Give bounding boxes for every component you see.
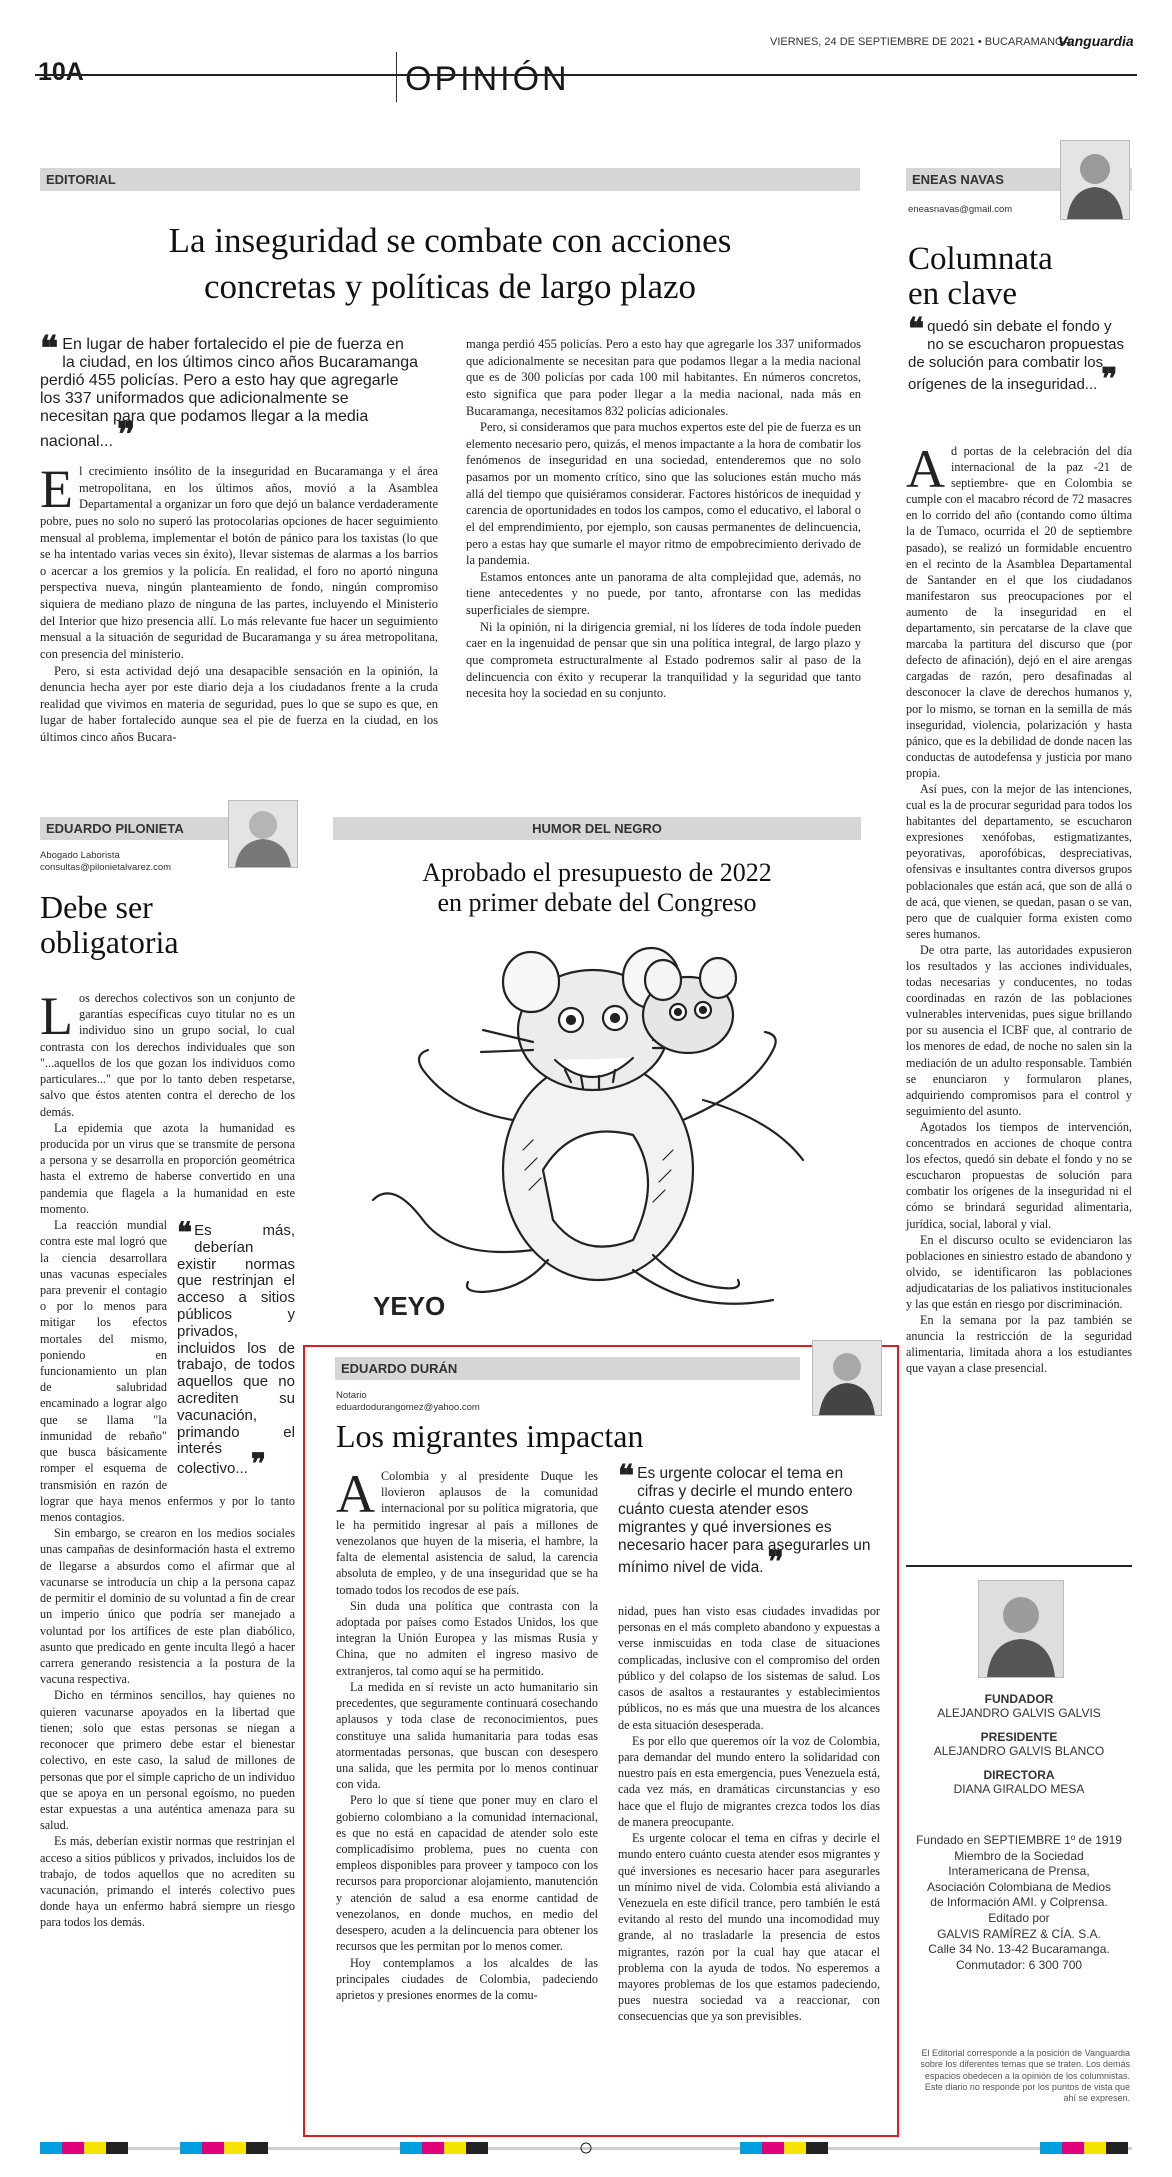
dropcap: E bbox=[40, 459, 73, 519]
navas-body: Ad portas de la celebración del día internacional de la paz -21 de septiembre- que en Colombia se cumple con el macabro récord de 72 masacres en lo corrido del año (contando como última la de Tumaco, ocurrida el 20 de septiembre pasado), se realizó un formidable encuentro en el recinto de la Asamblea Departamental de Santander en el que los ciudadanos manifestaron sus preocupaciones por el aumento de la inseguridad en el departamento, sin percatarse de la clave que marcaba la partitura del discurso que (por defecto de afinación), dejó en el aire arengas cargadas de razón, pero desafinadas al desconocer la clave de derechos humanos y, por lo mismo, se tornan en la semilla de más inseguridad, violencia, polarización y hasta pánico, que es la debilidad de donde nacen las conductas de autodefensa y justicia por mano propia. Así pues, con la mejor de las intenciones, cual es la de procurar seguridad para todos los habitantes del departamento, se escucharon expresiones xenófobas, estigmatizantes, peyorativas, aporofóbicas, despreciativas, ofensivas e insultantes contra diversos grupos poblacionales que están acá, que son de allá o de acá, que vienen, se quedan, pasan o se van, pero que de cualquier forma existen como seres humanos. De otra parte, las autoridades expusieron los resultados y las acciones individuales, todas necesarias y conducentes, no todas coordinadas en razón de las poblaciones vulnerables intervenidas, pues sigue brillando por su ausencia el ICBF que, al contrario de los menores de edad, de noche no salen sin la mediación de un adulto responsable. También se enunciaron y formularon planes, adquiriendo compromisos para el control y seguimiento del asunto. Agotados los tiempos de intervención, concentrados en acciones de choque contra los efectos, quedó sin debate el fondo y no se escucharon propuestas de solución para combatir los orígenes de la inseguridad ni el cómo se brindará seguridad alimentaria, jurídica, social, laboral y vial. En el discurso oculto se evidenciaron las poblaciones en siniestro estado de abandono y olvido, se identificaron las poblaciones adjudicatarias de los paliativos institucionales y las que están en riesgo por discriminación. En la semana por la paz también se anuncia la restricción de la seguridad alimentaria, limitada ahora a los estudiantes que vayan a clase presencial. bbox=[906, 439, 1132, 1376]
pilonieta-pullquote: ❝ Es más, deberían existir normas que restrinjan el acceso a sitios públicos y privados, incluidos los de trabajo, de todos aquellos que no acrediten su vacunación, primando el interés colectivo... ❞ bbox=[177, 1218, 295, 1481]
duran-pullquote: ❝ Es urgente colocar el tema en cifras y decirle el mundo entero cuánto cuesta atender esos migrantes y qué inversiones es necesario hacer para asegurarles un mínimo nivel de vida. ❞ bbox=[618, 1460, 871, 1579]
duran-credentials: Notario eduardodurangomez@yahoo.com bbox=[336, 1390, 480, 1413]
pilonieta-credentials: Abogado Laborista consultas@pilonietalvarez.com bbox=[40, 850, 172, 873]
quote-open-icon: ❝ bbox=[618, 1460, 635, 1493]
masthead-rule bbox=[906, 1565, 1132, 1567]
quote-open-icon: ❝ bbox=[177, 1218, 193, 1250]
duran-tag: EDUARDO DURÁN bbox=[335, 1357, 800, 1380]
pilonieta-body: Los derechos colectivos son un conjunto de garantías específicas cuyo titular no es un individuo sino un grupo social, lo cual contrasta con los derechos individuales que son "...aquellos de los que gozan los individuos como particulares..." que por lo tanto deben respetarse, salvo que éstos atenten contra el derecho de los demás. La epidemia que azota la humanidad es producida por un virus que se transmite de persona a persona y se desarrolla en proporción geométrica hasta el extremo de haberse convertido en una pandemia que flagela a la humanidad en este momento. ❝ Es más, deberían existir normas que restrinjan el acceso a sitios públicos y privados, incluidos los de trabajo, de todos aquellos que no acrediten su vacunación, primando el interés colectivo... ❞ La reacción mundial contra este mal logró que la ciencia desarrollara unas vacunas especiales para prevenir el contagio o por lo menos para mitigar los efectos mortales del mismo, poniendo en funcionamiento un plan de salubridad encaminado a lograr algo que se llama "la inmunidad de rebaño" que busca básicamente romper el esquema de transmisión en razón de lograr que haya menos enfermos y por lo tanto menos contagios. Sin embargo, se crearon en los medios sociales unas campañas de desinformación hasta el extremo de llegarse a absurdos como el afirmar que al vacunarse se introducía un chip a la persona capaz de permitir el dominio de su voluntad a fin de crear un imperio único que podría ser manejado a voluntad por los artífices de este plan diabólico, asunto que predicado en gente inculta llegó a hacer carrera generando resistencia a la postura de la vacuna respectiva. Dicho en términos sencillos, hay quienes no quieren vacunarse apoyados en la libertad que tienen; solo que estas personas se niegan a reconocer que primero debe estar el bienestar colectivo, en este caso, la salud de millones de personas que por el simple capricho de un individuo que se apoya en un personal egoísmo, no pueden estar expuestas a una auténtica amenaza para su salud. Es más, deberían existir normas que restrinjan el acceso a sitios públicos y privados, incluidos los de trabajo, de todos aquellos que no acrediten su vacunación, primando el interés colectivo pues donde haya un enfermo habrá siempre un riesgo para todos los demás. bbox=[40, 986, 295, 1930]
brand-logo: Vanguardia bbox=[1058, 33, 1134, 49]
pilonieta-tag: EDUARDO PILONIETA bbox=[40, 817, 295, 840]
editorial-column-2: manga perdió 455 policías. Pero a esto hay que agregarle los 337 uniformados que adicionalmente se necesitan para que podamos llegar a la media nacional que es de 300 policías por cada 100 mil habitantes. En números concretos, esto significa que para poder llegar a la media nacional, nada más en Bucaramanga, necesitamos 832 policías adicionales. Pero, si consideramos que para muchos expertos este del pie de fuerza es un elemento necesario pero, quizás, el menos impactante a la hora de combatir los fenómenos de inseguridad en una sociedad, entenderemos que no solo pasamos por un momento crítico, sino que las soluciones están mucho más allá del tiempo que quisiéramos considerar. Factores históricos de inequidad y carencia de oportunidades en todos los campos, como el educativo, el laboral o el del emprendimiento, por ejemplo, son causas permanentes de delincuencia, pero a estas hay que sumarle el mayor ritmo de empobrecimiento derivado de la pandemia. Estamos entonces ante un panorama de alta complejidad que, además, no tiene antecedentes y no puede, por tanto, afrontarse con las medidas superficiales de siempre. Ni la opinión, ni la dirigencia gremial, ni los líderes de toda índole pueden caer en la ingenuidad de pensar que sin una política integral, de largo plazo y que comprometa estructuralmente al Estado podremos salir al paso de la delincuencia con éxito y recuperar la tranquilidad y la seguridad que tanto necesita hoy la sociedad en su conjunto. bbox=[466, 337, 862, 701]
masthead-info: Fundado en SEPTIEMBRE 1º de 1919 Miembro de la Sociedad Interamericana de Prensa, Asociación Colombiana de Medios de Información AMI. y Colprensa. Editado por GALVIS RAMÍREZ & CÍA. S.A. Calle 34 No. 13-42 Bucaramanga. Conmutador: 6 300 700 bbox=[916, 1833, 1122, 1972]
author-photo-pilonieta bbox=[228, 800, 298, 868]
navas-headline: Columnata en clave bbox=[908, 241, 1053, 312]
editorial-column-1: El crecimiento insólito de la inseguridad en Bucaramanga y el área metropolitana, en los últimos años, movió a la Asamblea Departamental a organizar un foro que dejó un balance verdaderamente pobre, pues no solo no superó las protocolarias opciones de hacer seguimiento mensual al problema, implementar el botón de pánico para los taxistas (lo que se ha intentado varias veces sin éxito), llevar sistemas de alarmas a los barrios o acercar a los gremios y la policía. En realidad, el foro no aportó ninguna perspectiva nueva, ningún planteamiento de fondo, ningún compromiso siquiera de mediano plazo de ninguna de las partes, incluyendo el Ministerio del Interior que hizo presencia allí. Lo más relevante fue hacer un seguimiento mensual a la situación de seguridad de Bucaramanga y su área metropolitana, con presencia del ministerio. Pero, si esta actividad dejó una desapacible sensación en la opinión, la denuncia hecha ayer por este diario deja a los ciudadanos frente a la cruda realidad que vivimos en materia de seguridad, pues lo que se supo es que, en lugar de haber fortalecido aunque sea el pie de fuerza en la ciudad, en los últimos cinco años Bucara- bbox=[40, 459, 438, 744]
navas-pullquote: ❝ quedó sin debate el fondo y no se escucharon propuestas de solución para combatir los orígenes de la inseguridad... ❞ bbox=[908, 313, 1124, 396]
duran-column-1: A Colombia y al presidente Duque les llovieron aplausos de la comunidad internacional por su política migratoria, que le ha permitido ingresar al país a millones de venezolanos que huyen de la miseria, el hambre, la falta de elemental asistencia de salud, la carencia absoluta de empleo, y de una inseguridad que se ha tomado todos los recodos de ese país. Sin duda una política que contrasta con la adoptada por países como Estados Unidos, los que integran la Unión Europea y las mismas Rusia y China, que no admiten el ingreso masivo de extranjeros, tal como aquí se ha permitido. La medida en sí reviste un acto humanitario sin precedentes, que seguramente continuará cosechando aplausos y toda clase de reconocimientos, pues constituye una salida humanitaria para todas esas atormentadas personas, que buscan con desespero una salida, que les permita por lo menos continuar con vida. Pero lo que sí tiene que poner muy en claro el gobierno colombiano a la comunidad internacional, es que no está en capacidad de atender solo este complicadísimo problema, pues no cuenta con empleos disponibles para proveer y tampoco con los recursos para proporcionar alojamiento, manutención y atención de salud a esa enorme cantidad de venezolanos, en donde muchos, en medio del desespero, acuden a la delincuencia para obtener los recursos que les permitan por lo menos comer. Hoy contemplamos a los alcaldes de las principales ciudades de Colombia, padeciendo aprietos y presiones enormes de la comu- bbox=[336, 1464, 598, 2002]
print-color-bar bbox=[40, 2141, 1132, 2153]
quote-close-icon: ❞ bbox=[767, 1546, 784, 1579]
page-number: 10A bbox=[38, 58, 84, 86]
navas-email: eneasnavas@gmail.com bbox=[908, 204, 1013, 215]
author-photo-duran bbox=[812, 1340, 882, 1416]
quote-close-icon: ❞ bbox=[1101, 363, 1118, 396]
editorial-tag: EDITORIAL bbox=[40, 168, 860, 191]
duran-headline: Los migrantes impactan bbox=[336, 1418, 644, 1454]
pilonieta-headline: Debe ser obligatoria bbox=[40, 889, 179, 961]
dropcap: A bbox=[906, 439, 945, 499]
editorial-pullquote: ❝ En lugar de haber fortalecido el pie de fuerza en la ciudad, en los últimos cinco años Bucaramanga perdió 455 policías. Pero a esto hay que agregarle los 337 uniformados que adicionalmente se necesitan para que podamos llegar a la media nacional... ❞ bbox=[40, 331, 419, 454]
author-photo-navas bbox=[1060, 140, 1130, 220]
disclaimer: El Editorial corresponde a la posición de Vanguardia sobre los diferentes temas que se traten. Los demás espacios obedecen a la opinión de los columnistas. Este diario no responde por los puntos de vista que ahí se expresen. bbox=[920, 2048, 1130, 2103]
cartoon-illustration bbox=[333, 920, 861, 1330]
editorial-headline: La inseguridad se combate con acciones concretas y políticas de largo plazo bbox=[168, 221, 732, 306]
date-line: VIERNES, 24 DE SEPTIEMBRE DE 2021 • BUCARAMANGA bbox=[770, 36, 1071, 48]
navas-tag: ENEAS NAVAS bbox=[906, 168, 1132, 191]
masthead-staff: FUNDADOR ALEJANDRO GALVIS GALVIS PRESIDENTE ALEJANDRO GALVIS BLANCO DIRECTORA DIANA GIRALDO MESA bbox=[933, 1692, 1105, 1796]
quote-close-icon: ❞ bbox=[250, 1449, 266, 1481]
header-rule bbox=[35, 74, 1137, 76]
duran-column-2: nidad, pues han visto esas ciudades invadidas por personas en el más completo abandono y expuestas a verse inmiscuidas en toda clase de situaciones complicadas, inclusive con el compromiso del orden público y del colapso de los sistemas de salud. Los casos de asaltos a restaurantes y establecimientos públicos, no es más que una muestra de los alcances de esta situación desesperada. Es por ello que queremos oír la voz de Colombia, para demandar del mundo entero la solidaridad con nuestro país en esta emergencia, pues Venezuela está, cada vez más, en dramáticas circunstancias y eso hace que el flujo de migrantes crezca todos los días de manera preocupante. Es urgente colocar el tema en cifras y decirle el mundo entero cuánto cuesta atender esos migrantes y qué inversiones es necesario hacer para asegurarles un mínimo nivel de vida. Colombia está aliviando a Venezuela en este difícil trance, pero también le está evitando al resto del mundo una incomodidad muy grande, al no trasladarle la presencia de estos migrantes, razón por la cual hay que atacar el problema con la ayuda de todos. No esperemos a mayores problemas de los que estamos padeciendo, pues nuestra sociedad va a reaccionar, con consecuencias que ya son previsibles. bbox=[618, 1604, 880, 2024]
founder-photo bbox=[978, 1580, 1064, 1678]
dropcap: L bbox=[40, 986, 73, 1046]
quote-open-icon: ❝ bbox=[908, 313, 925, 346]
cartoonist-signature: YEYO bbox=[373, 1291, 446, 1321]
section-title: OPINIÓN bbox=[405, 60, 570, 98]
cartoon-caption: Aprobado el presupuesto de 2022 en primer debate del Congreso bbox=[422, 858, 772, 917]
quote-close-icon: ❞ bbox=[116, 417, 136, 454]
humor-tag: HUMOR DEL NEGRO bbox=[333, 817, 861, 840]
dropcap: A bbox=[336, 1464, 375, 1524]
quote-open-icon: ❝ bbox=[40, 331, 59, 368]
section-divider bbox=[396, 52, 397, 102]
